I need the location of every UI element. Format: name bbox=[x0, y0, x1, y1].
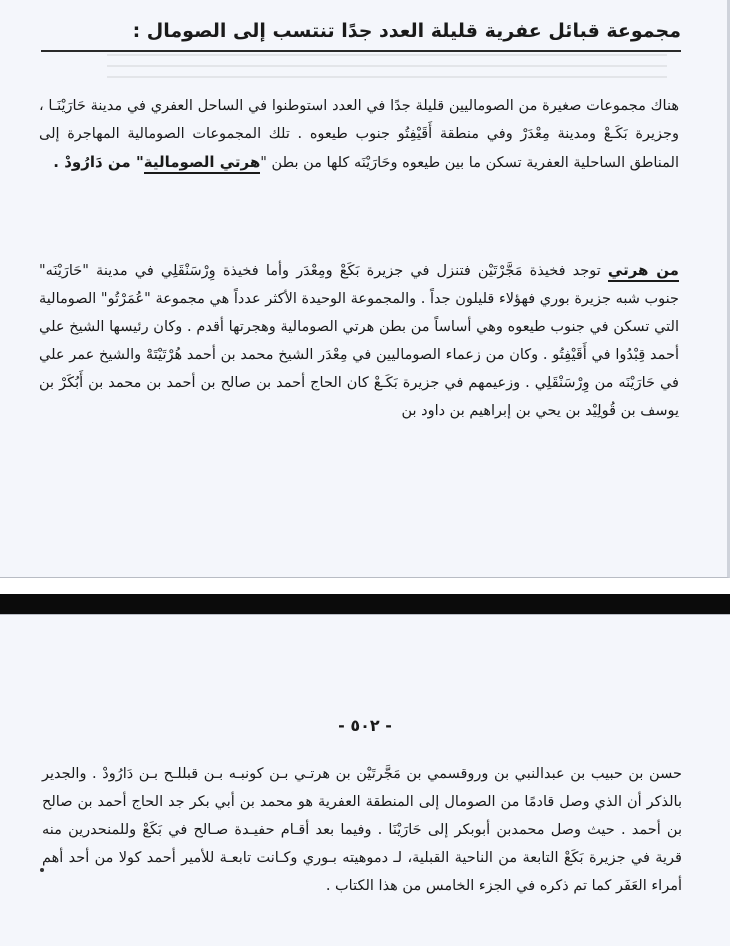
scan-speck bbox=[40, 868, 44, 872]
bleed-through-text bbox=[107, 54, 667, 84]
page-divider-bar bbox=[0, 594, 730, 614]
paragraph-2 bbox=[39, 256, 679, 425]
paragraph-3: حسن بن حبيب بن عبدالنبي بن وروقسمي بن مَجَّرتَيْن بن هرتـي بـن كونبـه بـن قبللـح بـن دَارُودْ . والجدير بالذكر أن الذي وصل قادمًا من الصومال إلى المنطقة العفرية هو محمد بن أبي بكر جد الحاج أحمد بن صالح بن أحمد . حيث وصل محمدبن أبوبكر إلى حَارَيْنَا . وفيما بعد أقـام حفيـدة صـالح في بَكَعْ وللمنحدرين منه قرية في جزيرة بَكَعْ التابعة من الناحية القبلية، لـ دموهيته بـوري وكـانت تابعـة للأمير أحمد كولا من أحد أهم أمراء العَفَر كما تم ذكره في الجزء الخامس من هذا الكتاب . bbox=[42, 766, 682, 894]
paragraph-1-body: هناك مجموعات صغيرة من الصوماليين قليلة جدًا في العدد استوطنوا في الساحل العفري في مدينة حَارَيْنَـا ، وجزيرة بَكَـعْ ومدينة مِعْدَرْ وفي منطقة أَقَيْفِتُو جنوب طيعوه . تلك المجموعات الصومالية المهاجرة إلى المناطق الساحلية العفرية تسكن ما بين طيعوه وحَارَيْنَه كلها من بطن " bbox=[39, 98, 679, 171]
paragraph-2-lead: من هرتي bbox=[608, 261, 679, 282]
paragraph-1 bbox=[39, 92, 679, 177]
page-number: - ٥٠٢ - bbox=[338, 716, 392, 735]
page-gap bbox=[0, 578, 730, 594]
harti-somali-term: هرتي الصومالية bbox=[144, 153, 261, 174]
paragraph-2-body: توجد فخيذة مَجَّرْتَيْن فتنزل في جزيرة بَكَعْ ومِعْدَر وأما فخيذة وِرْسَنْقَلِي في مدينة "حَارَيْنَه" جنوب شبه جزيرة بوري فهؤلاء قليلون جداً . والمجموعة الوحيدة الأكثر عدداً هي مجموعة "عُمَرْتُو" الصومالية التي تسكن في جنوب طيعوه وهي أساساً من بطن هرتي الصومالية وهجرتها أقدم . وكان رئيسها الشيخ علي أحمد قِبْدُوا في أَقَيْفِتُو . وكان من زعماء الصوماليين في مِعْدَر الشيخ محمد بن أحمد هُرْتَيْتَهْ والشيخ عمر علي في حَارَيْنَه من وِرْسَنْقَلِي . وزعيمهم في جزيرة بَكَـعْ كان الحاج أحمد بن صالح بن أحمد بن محمد بن أَبُكَرْ بن يوسف بن قُولِيْد بن يحي بن إبراهيم بن داود بن bbox=[39, 263, 679, 419]
section-title: مجموعة قبائل عفرية قليلة العدد جدًا تنتسب إلى الصومال : bbox=[41, 14, 681, 52]
paragraph-1-tail bbox=[53, 153, 260, 174]
paragraph-1-tail-end: " من دَارُودْ . bbox=[53, 153, 144, 171]
